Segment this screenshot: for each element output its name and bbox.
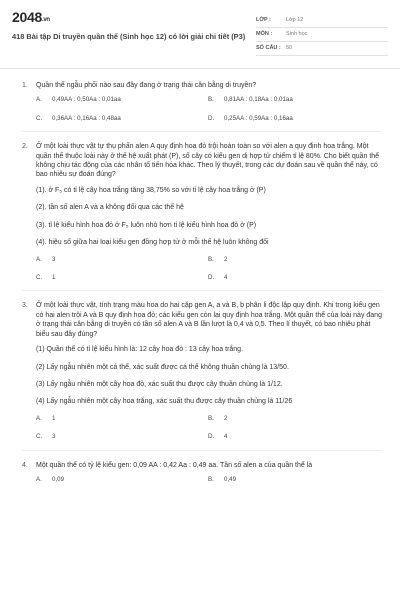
info-row-subject [256,28,388,42]
option-c[interactable] [36,274,208,282]
option-c[interactable] [36,433,208,441]
question-1 [22,77,382,132]
option-b[interactable] [208,415,382,423]
info-value: Sinh học [286,30,308,37]
option-letter: D. [208,114,215,122]
question-list [0,69,400,492]
logo-suffix: .vn [41,17,50,23]
option-b[interactable] [208,96,382,104]
statement-item: (2) Lấy ngẫu nhiên một cá thể, xác suất được cá thể không thuần chủng là 13/50. [36,363,289,371]
info-label: MÔN : [256,30,273,37]
answer-options [36,476,382,484]
option-text: 3 [52,255,56,263]
statement-item: (4). hiệu số giữa hai loại kiểu gen đồng hợp tử ở mỗi thế hệ luôn không đổi [36,239,269,247]
answer-options [36,256,382,283]
answer-options [36,415,382,442]
document-info [256,14,388,56]
question-text: Quần thể ngẫu phối nào sau đây đang ở trạng thái cân bằng di truyền? [36,82,257,89]
question-2 [22,132,382,291]
question-4 [22,451,382,493]
question-text: Một quần thể có tỷ lệ kiểu gen: 0,09 AA : 0,42 Aa : 0,49 aa. Tần số alen a của quần thể là [36,461,313,469]
statement-item: (3) Lấy ngẫu nhiên một cây hoa đỏ, xác suất thu được cây thuần chủng là 1/12. [36,381,283,388]
info-label: SỐ CÂU : [256,44,281,51]
option-letter: B. [208,96,214,104]
statement-item: (3). tỉ lệ kiểu hình hoa đỏ ở F₅ luôn nhỏ hơn tỉ lệ kiểu hình hoa đỏ ở (P) [36,221,257,229]
option-letter: C. [36,433,43,441]
option-text: 0,81AA : 0,18Aa : 0,01aa [224,96,293,104]
option-text: 0,09 [52,476,65,484]
option-a[interactable] [36,96,208,104]
option-letter: B. [208,476,214,484]
question-number: 1. [22,82,28,89]
option-text: 4 [224,274,228,282]
option-letter: D. [208,433,215,441]
option-text: 2 [224,255,228,263]
option-b[interactable] [208,256,382,264]
option-letter: B. [208,414,214,422]
statement-list [36,345,382,407]
option-text: 3 [52,433,56,441]
option-letter: C. [36,114,43,122]
option-d[interactable] [208,115,382,123]
option-text: 0,36AA : 0,16Aa : 0,48aa [52,114,121,122]
option-letter: A. [36,255,42,263]
info-value: 50 [286,44,293,51]
logo-text: 2048 [12,9,42,25]
info-row-question-count [256,42,388,56]
question-number: 4. [22,461,28,469]
answer-options [36,96,382,123]
option-a[interactable] [36,415,208,423]
option-text: 1 [52,274,56,282]
option-a[interactable] [36,256,208,264]
option-text: 0,49 [224,476,237,484]
question-number: 3. [22,302,28,310]
option-text: 0,49AA : 0,50Aa : 0,01aa [52,96,121,104]
info-label: LỚP : [256,16,271,23]
option-c[interactable] [36,115,208,123]
option-d[interactable] [208,433,382,441]
option-letter: A. [36,96,42,104]
question-text: Ở một loài thực vật tự thụ phấn alen A quy định hoa đỏ trội hoàn toàn so với alen a quy định hoa trắng. Một quần thể thuộc loài này ở thế hệ xuất phát (P), số cây có kiểu gen dị hợp tử chiếm tỉ lệ 80%. Cho biết quần thể không chịu tác động của các nhân tố tiến hóa khác. Theo lý thuyết, trong các dự đoán sau về quần thể này, có bao nhiêu sự đoán đúng? [36,143,380,179]
question-text: Ở một loài thực vật, tính trạng màu hoa do hai cặp gen A, a và B, b phân li độc lập quy định. Khi trong kiểu gen có hai alen trội A và B quy định hoa đỏ; các kiểu gen còn lại quy định hoa trắng. Một quần thể của loài này đang ở trạng thái cân bằng di truyền có tần số alen A và B lần lượt là 0,4 và 0,5. Theo lí thuyết, có bao nhiêu phát biểu sau đây đúng? [36,302,382,338]
info-value: Lớp 12 [286,16,304,23]
option-letter: D. [208,274,215,282]
option-letter: C. [36,274,43,282]
question-number: 2. [22,143,28,151]
statement-list [36,186,382,248]
question-3 [22,291,382,450]
option-a[interactable] [36,476,208,484]
statement-item: (4) Lấy ngẫu nhiên một cây hoa trắng, xác suất thu được cây thuần chủng là 11/26 [36,398,293,406]
statement-item: (1) Quần thể có tỉ lệ kiểu hình là: 12 cây hoa đỏ : 13 cây hoa trắng. [36,346,244,354]
option-text: 4 [224,433,228,441]
option-text: 0,25AA : 0,59Aa : 0,16aa [224,114,293,122]
site-logo[interactable] [12,8,50,27]
document-header [0,0,400,69]
option-b[interactable] [208,476,382,484]
option-text: 2 [224,414,228,422]
statement-item: (2). tần số alen A và a không đổi qua các thế hệ [36,204,184,212]
document-title: 418 Bài tập Di truyền quần thể (Sinh học 12) có lời giải chi tiết (P3) [12,32,246,41]
option-text: 1 [52,414,56,422]
info-row-class [256,14,388,28]
option-letter: B. [208,255,214,263]
option-d[interactable] [208,274,382,282]
option-letter: A. [36,476,42,484]
statement-item: (1). ở F₅ có tỉ lệ cây hoa trắng tăng 38,75% so với tỉ lệ cây hoa trắng ở (P) [36,186,266,194]
option-letter: A. [36,414,42,422]
